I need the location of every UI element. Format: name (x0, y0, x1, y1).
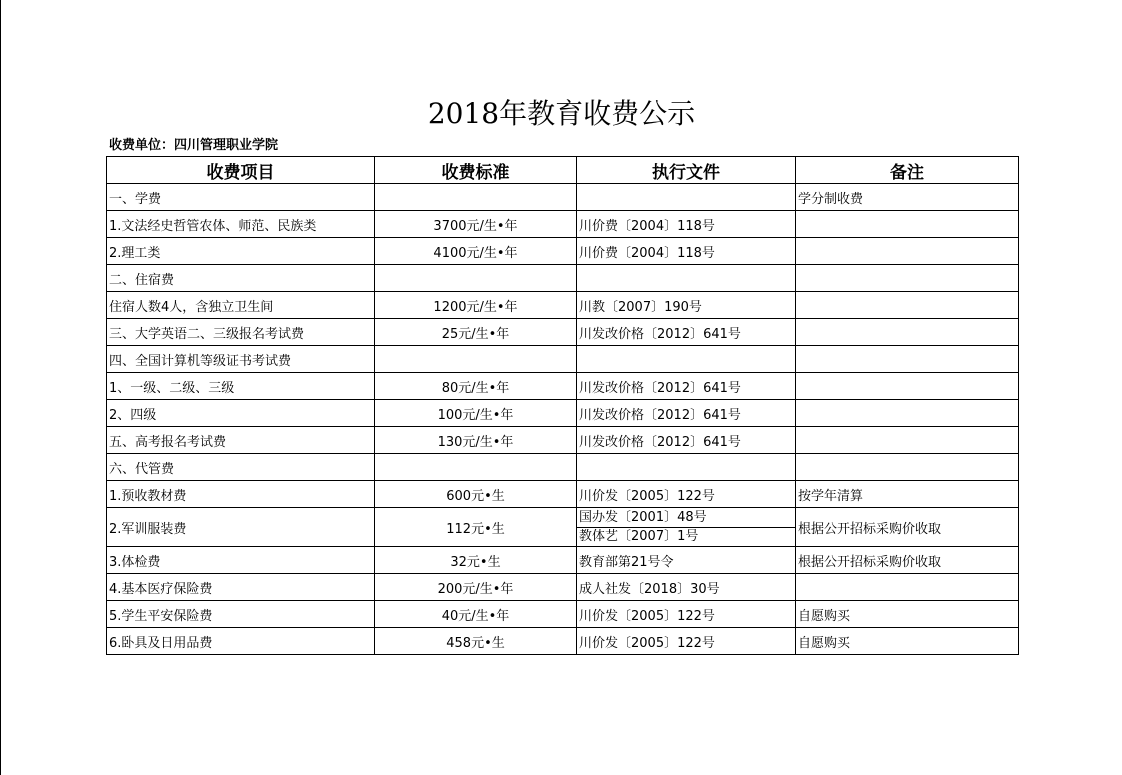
fee-unit-label: 收费单位：四川管理职业学院 (109, 138, 279, 153)
document: 川发改价格〔2012〕641号 (577, 427, 796, 454)
fee-standard: 112元•生 (375, 508, 577, 547)
fee-item: 5.学生平安保险费 (107, 601, 375, 628)
table-row (107, 211, 1019, 238)
document: 教育部第21号令 (577, 547, 796, 574)
fee-item: 四、全国计算机等级证书考试费 (107, 346, 375, 373)
fee-standard (375, 346, 577, 373)
fee-standard: 458元•生 (375, 628, 577, 655)
remark (796, 400, 1019, 427)
fee-item: 2.军训服装费 (107, 508, 375, 547)
document: 川价费〔2004〕118号 (577, 238, 796, 265)
document-line: 教体艺〔2007〕1号 (579, 528, 699, 544)
remark (796, 292, 1019, 319)
table-row (107, 508, 1019, 547)
table-row (107, 454, 1019, 481)
fee-standard: 200元/生•年 (375, 574, 577, 601)
header-fee-item: 收费项目 (107, 157, 375, 184)
fee-item: 三、大学英语二、三级报名考试费 (107, 319, 375, 346)
header-remarks: 备注 (796, 157, 1019, 184)
table-row (107, 319, 1019, 346)
table-row (107, 481, 1019, 508)
fee-standard: 100元/生•年 (375, 400, 577, 427)
fee-item: 六、代管费 (107, 454, 375, 481)
document (577, 508, 796, 547)
fee-table (106, 156, 1019, 655)
remark (796, 238, 1019, 265)
table-row (107, 184, 1019, 211)
table-row (107, 628, 1019, 655)
fee-standard (375, 454, 577, 481)
document: 川教〔2007〕190号 (577, 292, 796, 319)
table-row (107, 265, 1019, 292)
document: 川发改价格〔2012〕641号 (577, 373, 796, 400)
document (577, 346, 796, 373)
fee-standard: 40元/生•年 (375, 601, 577, 628)
remark: 根据公开招标采购价收取 (796, 547, 1019, 574)
document: 川发改价格〔2012〕641号 (577, 319, 796, 346)
table-row (107, 346, 1019, 373)
fee-item: 2、四级 (107, 400, 375, 427)
fee-standard: 25元/生•年 (375, 319, 577, 346)
fee-standard (375, 184, 577, 211)
fee-item: 二、住宿费 (107, 265, 375, 292)
remark (796, 427, 1019, 454)
document (577, 184, 796, 211)
header-fee-standard: 收费标准 (375, 157, 577, 184)
table-row (107, 574, 1019, 601)
fee-item: 1.预收教材费 (107, 481, 375, 508)
remark: 自愿购买 (796, 601, 1019, 628)
remark: 按学年清算 (796, 481, 1019, 508)
remark: 自愿购买 (796, 628, 1019, 655)
table-row (107, 400, 1019, 427)
table-row (107, 238, 1019, 265)
document (577, 265, 796, 292)
document: 成人社发〔2018〕30号 (577, 574, 796, 601)
remark (796, 211, 1019, 238)
fee-standard: 4100元/生•年 (375, 238, 577, 265)
document: 川价发〔2005〕122号 (577, 481, 796, 508)
fee-item: 1.文法经史哲管农体、师范、民族类 (107, 211, 375, 238)
remark (796, 265, 1019, 292)
fee-standard (375, 265, 577, 292)
remark (796, 454, 1019, 481)
document-line: 国办发〔2001〕48号 (577, 509, 795, 528)
fee-item: 五、高考报名考试费 (107, 427, 375, 454)
table-row (107, 601, 1019, 628)
fee-item: 一、学费 (107, 184, 375, 211)
fee-standard: 32元•生 (375, 547, 577, 574)
table-row (107, 373, 1019, 400)
fee-standard: 3700元/生•年 (375, 211, 577, 238)
remark (796, 373, 1019, 400)
document: 川发改价格〔2012〕641号 (577, 400, 796, 427)
header-document: 执行文件 (577, 157, 796, 184)
fee-item: 6.卧具及日用品费 (107, 628, 375, 655)
table-row (107, 292, 1019, 319)
remark: 根据公开招标采购价收取 (796, 508, 1019, 547)
table-header-row (107, 157, 1019, 184)
document: 川价发〔2005〕122号 (577, 628, 796, 655)
fee-item: 住宿人数4人，含独立卫生间 (107, 292, 375, 319)
fee-standard: 80元/生•年 (375, 373, 577, 400)
remark (796, 319, 1019, 346)
document: 川价费〔2004〕118号 (577, 211, 796, 238)
fee-item: 1、一级、二级、三级 (107, 373, 375, 400)
fee-standard: 600元•生 (375, 481, 577, 508)
fee-item: 4.基本医疗保险费 (107, 574, 375, 601)
remark (796, 574, 1019, 601)
document (577, 454, 796, 481)
fee-item: 2.理工类 (107, 238, 375, 265)
fee-standard: 130元/生•年 (375, 427, 577, 454)
table-row (107, 427, 1019, 454)
document: 川价发〔2005〕122号 (577, 601, 796, 628)
remark: 学分制收费 (796, 184, 1019, 211)
fee-standard: 1200元/生•年 (375, 292, 577, 319)
page-left-edge (0, 0, 1, 775)
page-title: 2018年教育收费公示 (427, 97, 696, 130)
remark (796, 346, 1019, 373)
table-row (107, 547, 1019, 574)
fee-item: 3.体检费 (107, 547, 375, 574)
